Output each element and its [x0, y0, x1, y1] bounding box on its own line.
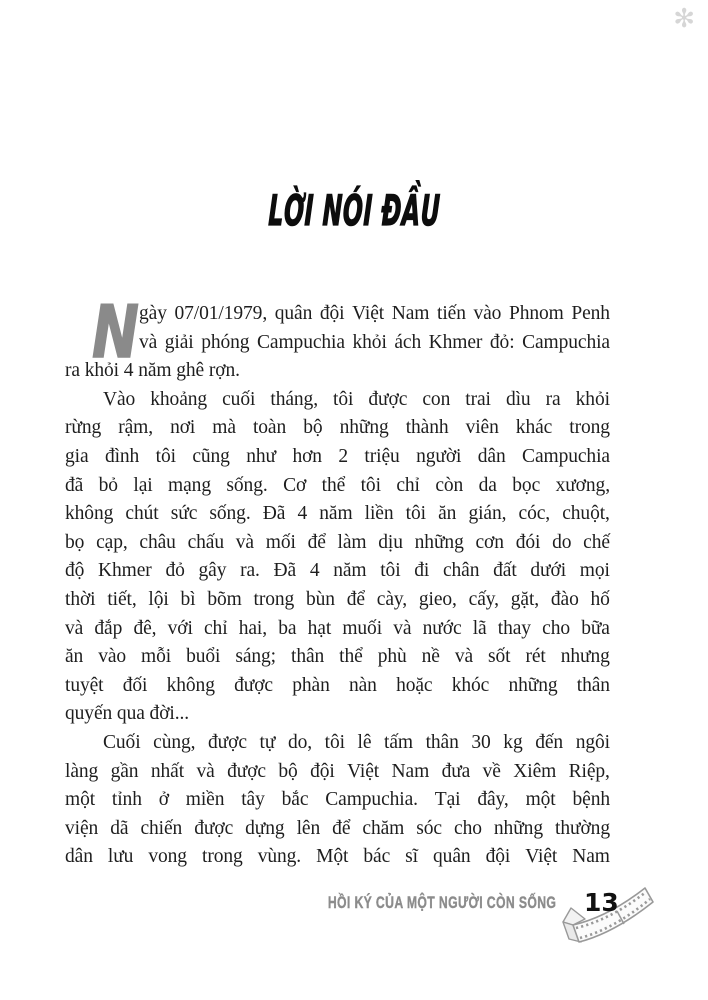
drop-cap: N	[92, 290, 139, 374]
text-line: Cuối cùng, được tự do, tôi lê tấm thân 30 kg đến ngôi	[103, 731, 610, 753]
text-line: bọ cạp, châu chấu và mối để làm dịu những cơn đói do chế	[65, 531, 610, 553]
text-line: gày 07/01/1979, quân đội Việt Nam tiến vào Phnom Penh	[139, 303, 610, 324]
paragraph	[65, 290, 610, 386]
text-line: đã bỏ lại mạng sống. Cơ thể tôi chỉ còn da bọc xương,	[65, 474, 610, 496]
text-line: ăn vào mỗi buổi sáng; thân thể phù nề và sốt rét nhưng	[65, 646, 610, 668]
film-strip-icon	[558, 878, 660, 950]
text-line: thời tiết, lội bì bõm trong bùn để cày, gieo, cấy, gặt, đào hố	[65, 588, 610, 610]
paragraph	[65, 386, 610, 729]
page-footer	[239, 878, 660, 950]
chapter-title: LỜI NÓI ĐẦU	[267, 186, 441, 235]
paragraph	[65, 729, 610, 872]
text-line: một tỉnh ở miền tây bắc Campuchia. Tại đây, một bệnh	[65, 789, 610, 811]
text-line: quyến qua đời...	[65, 703, 190, 725]
text-line: Vào khoảng cuối tháng, tôi được con trai dìu ra khỏi	[103, 388, 610, 410]
flower-icon: ✻	[673, 4, 695, 34]
running-book-title: HỒI KÝ CỦA MỘT NGƯỜI CÒN SỐNG	[327, 893, 556, 912]
text-line: độ Khmer đỏ gây ra. Đã 4 năm tôi đi chân đất dưới mọi	[65, 560, 610, 582]
chapter-title-wrap	[0, 186, 708, 235]
text-line: gia đình tôi cũng như hơn 2 triệu người dân Campuchia	[65, 445, 610, 467]
text-line: rừng rậm, nơi mà toàn bộ những thành viên khác trong	[65, 417, 610, 439]
page-number: 13	[584, 888, 619, 917]
body-text	[65, 290, 610, 872]
text-line: không chút sức sống. Đã 4 năm liền tôi ăn gián, cóc, chuột,	[65, 503, 610, 525]
text-line: và đắp đê, với chỉ hai, ba hạt muối và nước lã thay cho bữa	[65, 617, 610, 639]
text-line: làng gần nhất và được bộ đội Việt Nam đưa về Xiêm Riệp,	[65, 760, 610, 782]
text-line: ra khỏi 4 năm ghê rợn.	[65, 360, 240, 382]
text-line: viện dã chiến được dựng lên để chăm sóc cho những thường	[65, 817, 610, 839]
text-line: và giải phóng Campuchia khỏi ách Khmer đỏ: Campuchia	[139, 331, 610, 353]
text-line: dân lưu vong trong vùng. Một bác sĩ quân đội Việt Nam	[65, 846, 610, 868]
text-line: tuyệt đối không được phàn nàn hoặc khóc những thân	[65, 674, 610, 696]
